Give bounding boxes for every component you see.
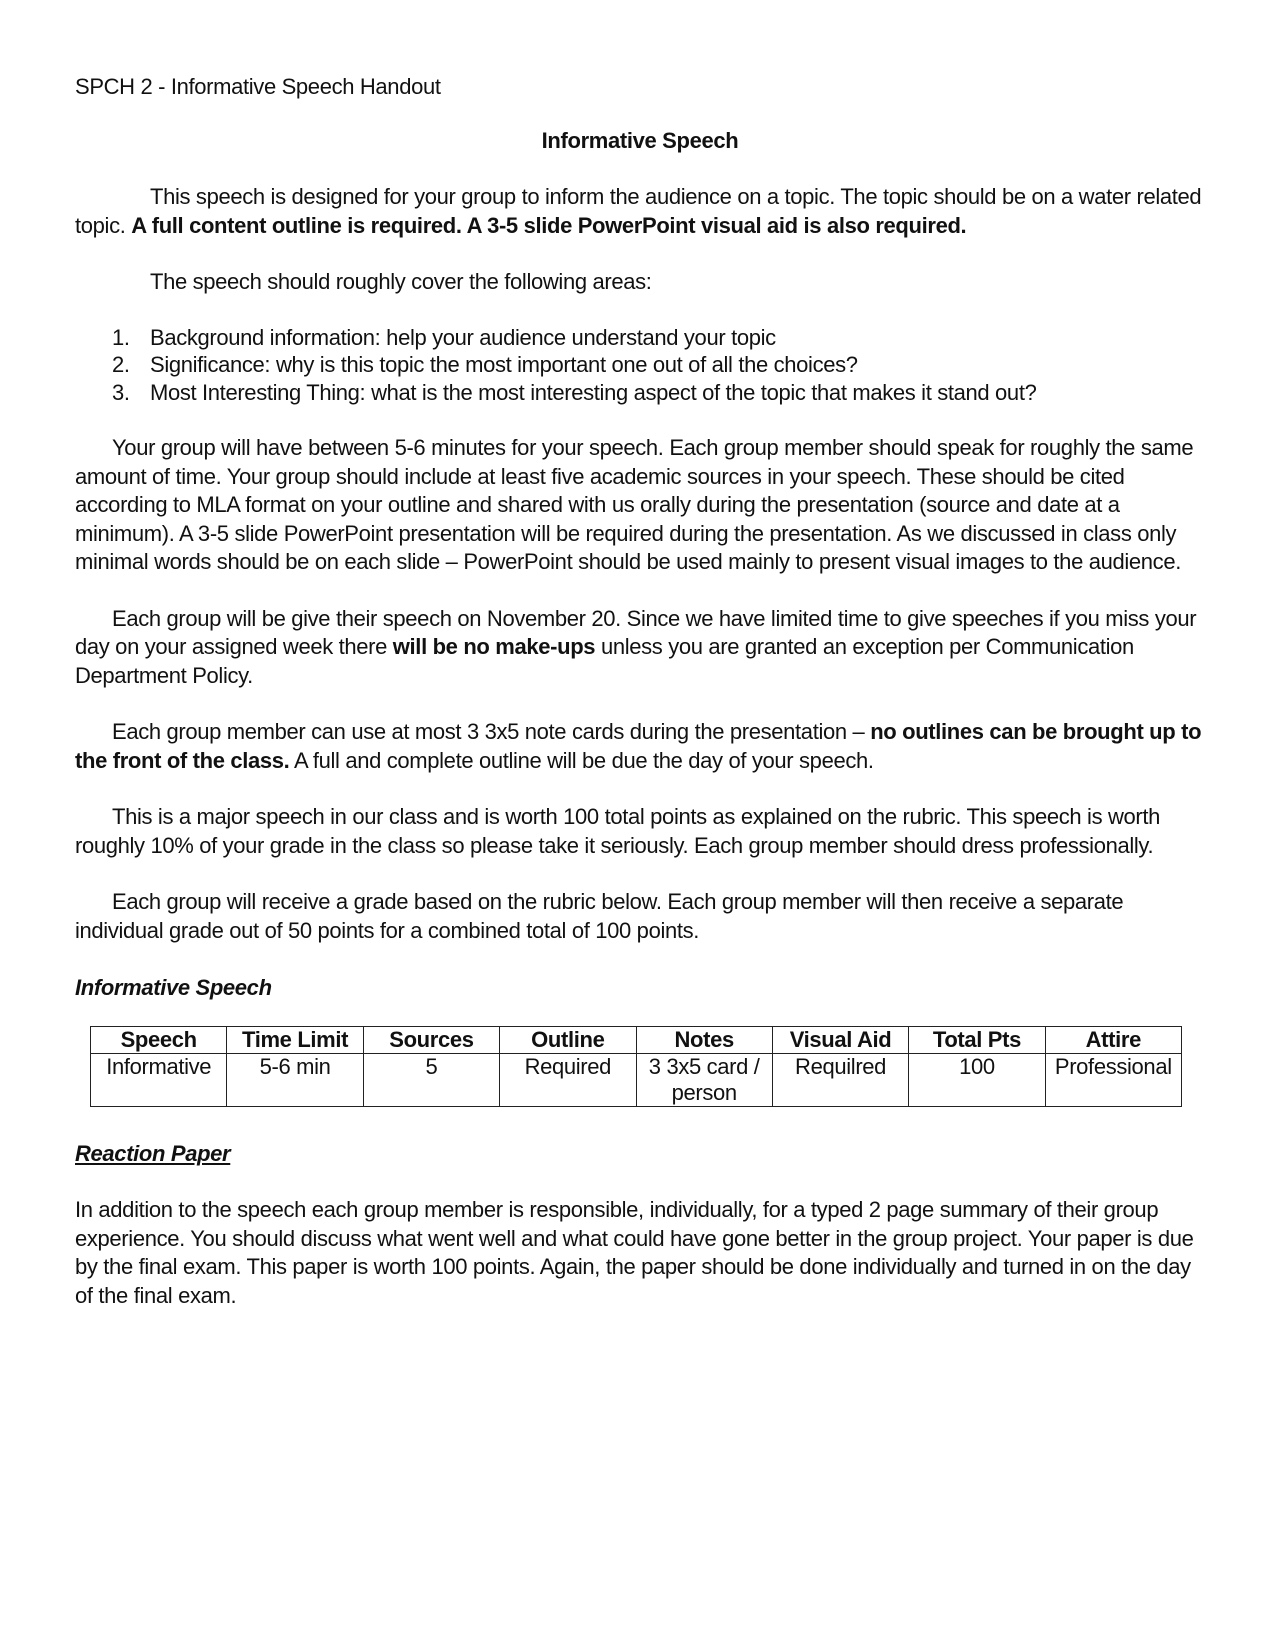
table-cell: 3 3x5 card / person <box>636 1054 772 1107</box>
table-cell: Professional <box>1045 1054 1181 1107</box>
areas-intro: The speech should roughly cover the following areas: <box>150 269 652 294</box>
column-header: Total Pts <box>909 1027 1045 1054</box>
date-text-end: unless you are granted an exception per Communication Department Policy. <box>75 634 1134 688</box>
notes-paragraph <box>75 718 1205 775</box>
list-item-number: 1. <box>112 324 130 350</box>
list-item-text: Significance: why is this topic the most important one out of all the choices? <box>150 352 858 377</box>
column-header: Visual Aid <box>772 1027 908 1054</box>
grade-paragraph: Each group will receive a grade based on the rubric below. Each group member will then receive a separate individual grade out of 50 points for a combined total of 100 points. <box>75 889 1124 943</box>
list-item <box>75 379 1205 407</box>
handout-page <box>75 72 1205 1310</box>
table-cell: Required <box>500 1054 636 1107</box>
list-item <box>75 324 1205 352</box>
course-line: SPCH 2 - Informative Speech Handout <box>75 74 441 99</box>
list-item-number: 3. <box>112 379 130 405</box>
table-header-row <box>91 1027 1182 1054</box>
intro-paragraph <box>75 183 1205 240</box>
list-item <box>75 351 1205 379</box>
document-title: Informative Speech <box>541 128 739 153</box>
intro-requirements: A full content outline is required. A 3-5 slide PowerPoint visual aid is also required. <box>131 212 967 238</box>
table-cell: Requilred <box>772 1054 908 1107</box>
column-header: Speech <box>91 1027 227 1054</box>
notes-text-end: A full and complete outline will be due the day of your speech. <box>289 747 874 773</box>
column-header: Outline <box>500 1027 636 1054</box>
list-item-number: 2. <box>112 352 130 377</box>
table-cell: Informative <box>91 1054 227 1107</box>
column-header: Notes <box>636 1027 772 1054</box>
points-paragraph: This is a major speech in our class and is worth 100 total points as explained on the rubric. This speech is worth roughly 10% of your grade in the class so please take it seriously. Each group member should dress professionally. <box>75 804 1161 858</box>
date-text: Each group will be give their speech on November 20. Since we have limited time to give speeches if you miss your day on your assigned week there <box>75 605 1197 659</box>
column-header: Attire <box>1045 1027 1181 1054</box>
no-outlines-text: no outlines can be brought up to the front of the class. <box>75 719 1202 773</box>
no-makeups-text: will be no make-ups <box>392 634 596 659</box>
rubric-table <box>90 1026 1182 1107</box>
table-cell: 5 <box>363 1054 499 1107</box>
column-header: Sources <box>363 1027 499 1054</box>
reaction-paper-heading: Reaction Paper <box>75 1141 231 1166</box>
date-paragraph <box>75 605 1205 691</box>
time-paragraph: Your group will have between 5-6 minutes for your speech. Each group member should speak for roughly the same amount of time. Your group should include at least five academic sources in your speech. These should be cited according to MLA format on your outline and shared with us orally during the presentation (source and date at a minimum). A 3-5 slide PowerPoint presentation will be required during the presentation. As we discussed in class only minimal words should be on each slide – PowerPoint should be used mainly to present visual images to the audience. <box>75 435 1194 574</box>
reaction-paragraph: In addition to the speech each group member is responsible, individually, for a typed 2 page summary of their group experience. You should discuss what went well and what could have gone better in the group project. Your paper is due by the final exam. This paper is worth 100 points. Again, the paper should be done individually and turned in on the day of the final exam. <box>75 1197 1194 1308</box>
table-row <box>91 1054 1182 1107</box>
areas-list <box>75 324 1205 407</box>
list-item-text: Most Interesting Thing: what is the most interesting aspect of the topic that makes it stand out? <box>150 379 1037 405</box>
rubric-heading: Informative Speech <box>75 975 272 1000</box>
table-cell: 5-6 min <box>227 1054 363 1107</box>
column-header: Time Limit <box>227 1027 363 1054</box>
table-cell: 100 <box>909 1054 1045 1107</box>
intro-text: This speech is designed for your group to inform the audience on a topic. The topic should be on a water related topic. <box>75 184 1202 238</box>
list-item-text: Background information: help your audience understand your topic <box>150 324 776 350</box>
notes-text: Each group member can use at most 3 3x5 note cards during the presentation – <box>112 719 871 744</box>
